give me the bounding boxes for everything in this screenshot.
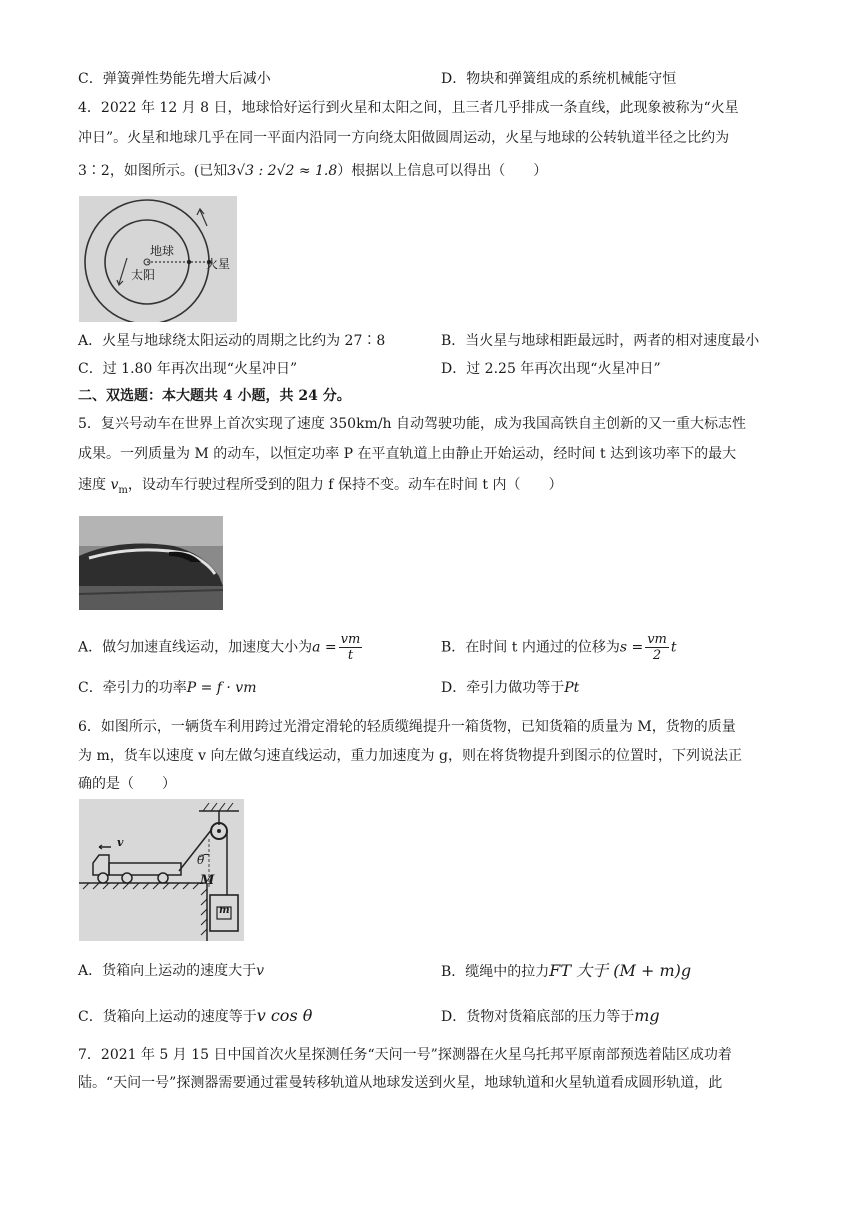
q6-line3: 确的是（ ） — [78, 776, 176, 792]
q5-option-b-num: vm — [647, 632, 667, 647]
q4-option-b: B．当火星与地球相距最远时，两者的相对速度最小 — [441, 333, 760, 349]
q5-vm-sub: m — [118, 484, 128, 496]
q5-line1: 5．复兴号动车在世界上首次实现了速度 350km/h 自动驾驶功能，成为我国高铁自主创新的又一重大标志性 — [78, 416, 747, 432]
q5-option-b-fraction — [645, 632, 669, 663]
q7-line2: 陆。“天问一号”探测器需要通过霍曼转移轨道从地球发送到火星，地球轨道和火星轨道看成圆形轨道，此 — [78, 1075, 723, 1091]
q5-option-d-math: Pt — [564, 680, 580, 696]
cargo-mass-label: m — [219, 905, 230, 916]
q6-option-a-text: A．货箱向上运动的速度大于 — [78, 963, 257, 979]
q7-line1: 7．2021 年 5 月 15 日中国首次火星探测任务“天问一号”探测器在火星乌托邦平原南部预选着陆区成功着 — [78, 1047, 732, 1063]
q5-option-c — [78, 678, 257, 698]
q6-option-d — [441, 1006, 660, 1027]
q4-option-d: D．过 2.25 年再次出现“火星冲日” — [441, 361, 661, 377]
q4-line3 — [78, 161, 547, 181]
sun-label: 太阳 — [131, 268, 156, 282]
q6-option-c-text: C．货箱向上运动的速度等于 — [78, 1009, 257, 1025]
train-photo — [79, 516, 223, 610]
q5-option-a — [78, 632, 364, 663]
q4-line1: 4．2022 年 12 月 8 日，地球恰好运行到火星和太阳之间，且三者几乎排成一条直线，此现象被称为“火星 — [78, 100, 739, 116]
box-mass-label: M — [200, 873, 215, 888]
q6-option-b-math: FT 大于 (M + m)g — [549, 961, 692, 980]
q4-line2: 冲日”。火星和地球几乎在同一平面内沿同一方向绕太阳做圆周运动，火星与地球的公转轨道半径之比约为 — [78, 130, 730, 146]
q5-option-b — [441, 632, 677, 663]
q5-option-d — [441, 678, 579, 698]
q5-vm-var: v — [110, 477, 119, 493]
q6-option-b — [441, 961, 691, 982]
q5-option-a-lhs: a = — [312, 639, 337, 656]
truck-velocity-label: v — [117, 836, 124, 849]
pulley-diagram — [79, 799, 244, 941]
section-2-heading: 二、双选题：本大题共 4 小题，共 24 分。 — [78, 388, 351, 404]
q5-option-c-math: P = f · vm — [186, 680, 257, 696]
q5-line3 — [78, 475, 562, 501]
q4-option-c: C．过 1.80 年再次出现“火星冲日” — [78, 361, 298, 377]
earth-label: 地球 — [150, 244, 175, 258]
q4-option-a: A．火星与地球绕太阳运动的周期之比约为 27∶8 — [78, 333, 386, 349]
q4-line3-math: 3√3 : 2√2 ≈ 1.8 — [227, 163, 338, 179]
q5-line3-post: ，设动车行驶过程所受到的阻力 f 保持不变。动车在时间 t 内（ ） — [127, 477, 563, 493]
q3-option-c: C．弹簧弹性势能先增大后减小 — [78, 71, 271, 87]
q5-option-b-lhs: s = — [619, 639, 644, 656]
q6-line1: 6．如图所示，一辆货车利用跨过光滑定滑轮的轻质缆绳提升一箱货物，已知货箱的质量为 M，货物的质量 — [78, 719, 736, 735]
q4-line3-post: ）根据以上信息可以得出（ ） — [337, 163, 548, 179]
q4-line3-pre: 3∶2，如图所示。(已知 — [78, 163, 228, 179]
q5-option-a-text: A．做匀加速直线运动，加速度大小为 — [78, 639, 313, 656]
q5-option-b-text: B．在时间 t 内通过的位移为 — [441, 639, 620, 656]
q5-option-a-den: t — [347, 648, 354, 663]
q5-option-c-text: C．牵引力的功率 — [78, 680, 187, 696]
q5-line2: 成果。一列质量为 M 的动车，以恒定功率 P 在平直轨道上由静止开始运动，经时间 t 达到该功率下的最大 — [78, 446, 737, 462]
q6-option-d-text: D．货物对货箱底部的压力等于 — [441, 1009, 635, 1025]
q6-line2: 为 m，货车以速度 v 向左做匀速直线运动，重力加速度为 g，则在将货物提升到图示的位置时，下列说法正 — [78, 748, 742, 764]
mars-label: 火星 — [206, 257, 231, 271]
q5-option-b-den: 2 — [652, 648, 662, 663]
q6-option-a-math: v — [256, 963, 265, 979]
angle-label: θ — [197, 853, 205, 867]
q6-option-c-math: v cos θ — [256, 1006, 313, 1025]
earth-dot — [187, 260, 191, 264]
q6-option-b-text: B．缆绳中的拉力 — [441, 964, 550, 980]
q5-option-a-num: vm — [340, 632, 361, 647]
train-image — [79, 516, 223, 610]
q5-option-b-post: t — [670, 639, 677, 656]
q5-option-a-fraction — [339, 632, 363, 663]
q6-option-d-math: mg — [634, 1006, 660, 1025]
q6-option-c — [78, 1006, 312, 1027]
orbit-figure — [79, 196, 237, 322]
q3-option-d: D．物块和弹簧组成的系统机械能守恒 — [441, 71, 677, 87]
q5-option-d-text: D．牵引力做功等于 — [441, 680, 565, 696]
q5-line3-pre: 速度 — [78, 477, 111, 493]
pulley-figure — [79, 799, 244, 941]
q6-option-a — [78, 961, 264, 981]
